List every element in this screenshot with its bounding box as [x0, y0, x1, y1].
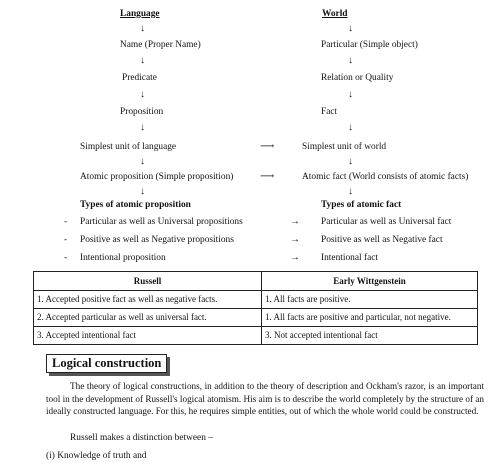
comparison-table — [33, 271, 478, 345]
down-arrow: ↓ — [140, 23, 145, 34]
world-item-particular: Particular (Simple object) — [321, 40, 418, 50]
language-item-simplest-unit: Simplest unit of language — [80, 142, 177, 152]
right-arrow: → — [290, 216, 300, 227]
world-heading: World — [322, 9, 348, 19]
world-item-atomic-fact: Atomic fact (World consists of atomic facts) — [302, 172, 469, 182]
right-arrow: → — [290, 252, 300, 263]
language-item-predicate: Predicate — [122, 73, 157, 83]
down-arrow: ↓ — [348, 156, 353, 167]
list-item-knowledge: (i) Knowledge of truth and — [46, 451, 147, 461]
language-item-proposition: Proposition — [120, 107, 164, 117]
down-arrow: ↓ — [140, 89, 145, 100]
table-cell: 1. All facts are positive. — [262, 291, 478, 309]
column-header-russell: Russell — [34, 272, 262, 291]
world-type-item: Positive as well as Negative fact — [321, 235, 443, 245]
world-item-relation: Relation or Quality — [321, 73, 394, 83]
language-heading: Language — [120, 9, 160, 19]
down-arrow: ↓ — [140, 156, 145, 167]
world-item-fact: Fact — [321, 107, 338, 117]
down-arrow: ↓ — [348, 89, 353, 100]
down-arrow: ↓ — [348, 186, 353, 197]
language-types-heading: Types of atomic proposition — [80, 200, 191, 210]
language-type-item: Particular as well as Universal propositions — [80, 217, 243, 227]
language-item-name: Name (Proper Name) — [120, 40, 201, 50]
table-row — [34, 309, 478, 327]
world-types-heading: Types of atomic fact — [321, 200, 402, 210]
language-type-item: Intentional proposition — [80, 253, 166, 263]
table-cell: 3. Accepted intentional fact — [34, 327, 262, 345]
table-row — [34, 327, 478, 345]
down-arrow: ↓ — [348, 122, 353, 133]
down-arrow: ↓ — [348, 55, 353, 66]
right-arrow: → — [290, 234, 300, 245]
right-arrow: ⟶ — [260, 141, 275, 152]
down-arrow: ↓ — [140, 122, 145, 133]
list-dash: - — [64, 235, 68, 245]
world-item-simplest-unit: Simplest unit of world — [302, 142, 387, 152]
down-arrow: ↓ — [348, 23, 353, 34]
table-row — [34, 291, 478, 309]
section-heading: Logical construction — [46, 354, 167, 373]
down-arrow: ↓ — [140, 55, 145, 66]
world-type-item: Intentional fact — [321, 253, 379, 263]
right-arrow: ⟶ — [260, 171, 275, 182]
list-dash: - — [64, 217, 68, 227]
section-paragraph: The theory of logical constructions, in addition to the theory of description and Ockham's razor, is an important tool in the development of Russell's logical atomism. His aim is to describe the world completely by the structure of an ideally constructed language. For this, he requires simple entities, out of which the whole world could be constructed. — [46, 381, 484, 416]
table-header-row — [34, 272, 478, 291]
world-type-item: Particular as well as Universal fact — [321, 217, 452, 227]
language-type-item: Positive as well as Negative propositions — [80, 235, 234, 245]
column-header-wittgenstein: Early Wittgenstein — [262, 272, 478, 291]
table-cell: 2. Accepted particular as well as universal fact. — [34, 309, 262, 327]
language-item-atomic-proposition: Atomic proposition (Simple proposition) — [80, 172, 234, 182]
table-cell: 1. Accepted positive fact as well as negative facts. — [34, 291, 262, 309]
table-cell: 3. Not accepted intentional fact — [262, 327, 478, 345]
distinction-line: Russell makes a distinction between – — [70, 433, 213, 443]
down-arrow: ↓ — [140, 186, 145, 197]
list-dash: - — [64, 253, 68, 263]
table-cell: 1. All facts are positive and particular, not negative. — [262, 309, 478, 327]
